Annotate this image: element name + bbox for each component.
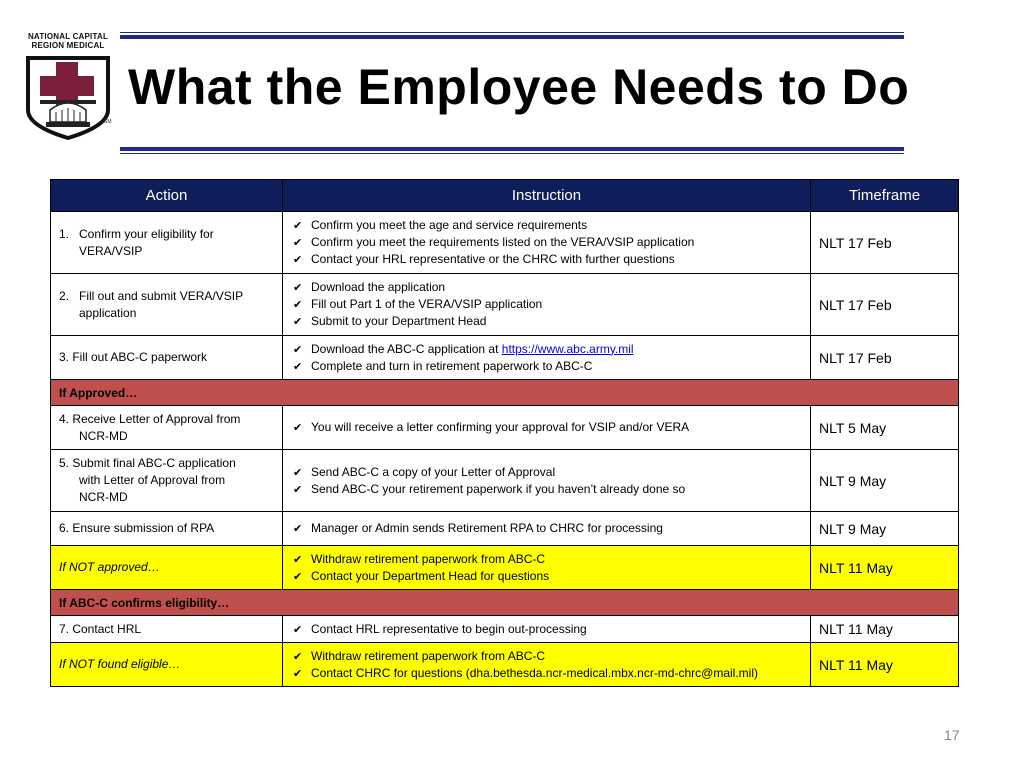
action-cell: 7. Contact HRL — [51, 616, 283, 643]
checklist-item: ✔ Confirm you meet the requirements listed on the VERA/VSIP application — [291, 234, 802, 251]
timeframe-cell: NLT 11 May — [811, 643, 959, 687]
header-instruction: Instruction — [283, 180, 811, 212]
action-text: 5. Submit final ABC-C application — [59, 456, 236, 470]
checklist-item: ✔ Contact your Department Head for questions — [291, 568, 802, 585]
title-rule-bottom — [120, 147, 904, 154]
action-cell — [51, 406, 283, 450]
checklist-item: ✔ Download the application — [291, 279, 802, 296]
checklist-item: ✔ Manager or Admin sends Retirement RPA to CHRC for processing — [291, 520, 802, 537]
checklist-item: ✔ Withdraw retirement paperwork from ABC-C — [291, 551, 802, 568]
timeframe-cell: NLT 17 Feb — [811, 274, 959, 336]
action-cell: If NOT found eligible… — [51, 643, 283, 687]
logo-service-mark: SM — [104, 119, 112, 125]
action-cell: If NOT approved… — [51, 546, 283, 590]
table-row — [51, 336, 959, 380]
instruction-cell — [283, 274, 811, 336]
header-timeframe: Timeframe — [811, 180, 959, 212]
timeframe-cell: NLT 17 Feb — [811, 212, 959, 274]
action-cell: 3. Fill out ABC-C paperwork — [51, 336, 283, 380]
section-label: If ABC-C confirms eligibility… — [51, 590, 959, 616]
instruction-cell — [283, 336, 811, 380]
table-row — [51, 643, 959, 687]
table-row — [51, 546, 959, 590]
timeframe-cell: NLT 9 May — [811, 512, 959, 546]
action-cell — [51, 450, 283, 512]
instruction-cell — [283, 450, 811, 512]
action-plan-table — [50, 179, 959, 687]
action-text: Fill out and submit VERA/VSIP — [79, 288, 244, 303]
instruction-cell — [283, 616, 811, 643]
checklist-item-text: Download the ABC-C application at — [311, 341, 502, 356]
action-cell — [51, 274, 283, 336]
action-text: VERA/VSIP — [79, 243, 143, 258]
checklist-item: ✔ Send ABC-C your retirement paperwork if you haven’t already done so — [291, 481, 802, 498]
action-cell — [51, 212, 283, 274]
action-text: NCR-MD — [79, 428, 128, 443]
table-row — [51, 450, 959, 512]
page-number: 17 — [944, 727, 960, 743]
table-row — [51, 616, 959, 643]
checklist-item: ✔ Fill out Part 1 of the VERA/VSIP application — [291, 296, 802, 313]
logo-line-1: NATIONAL CAPITAL — [27, 32, 109, 41]
step-number: 2. — [59, 288, 70, 303]
action-text: Confirm your eligibility for — [79, 226, 214, 241]
timeframe-cell: NLT 5 May — [811, 406, 959, 450]
instruction-cell — [283, 212, 811, 274]
instruction-cell — [283, 643, 811, 687]
checklist-item: ✔ Confirm you meet the age and service requirements — [291, 217, 802, 234]
instruction-cell — [283, 546, 811, 590]
instruction-cell — [283, 512, 811, 546]
instruction-cell — [283, 406, 811, 450]
ncr-medical-logo — [22, 32, 114, 138]
checklist-item: ✔ Contact your HRL representative or the CHRC with further questions — [291, 251, 802, 268]
timeframe-cell: NLT 11 May — [811, 546, 959, 590]
title-rule-top — [120, 32, 904, 39]
checklist-item: ✔ Send ABC-C a copy of your Letter of Approval — [291, 464, 802, 481]
action-text: application — [79, 305, 137, 320]
logo-line-2: REGION MEDICAL — [31, 41, 105, 50]
abc-army-link[interactable]: https://www.abc.army.mil — [501, 341, 634, 356]
header-action: Action — [51, 180, 283, 212]
checklist-item: ✔ Submit to your Department Head — [291, 313, 802, 330]
checklist-item: ✔ Complete and turn in retirement paperwork to ABC-C — [291, 358, 802, 375]
timeframe-cell: NLT 9 May — [811, 450, 959, 512]
checklist-item — [291, 341, 802, 358]
action-cell: 6. Ensure submission of RPA — [51, 512, 283, 546]
table-row — [51, 212, 959, 274]
timeframe-cell: NLT 17 Feb — [811, 336, 959, 380]
table-header-row — [51, 180, 959, 212]
action-text: NCR-MD — [79, 490, 128, 504]
timeframe-cell: NLT 11 May — [811, 616, 959, 643]
table-row — [51, 274, 959, 336]
section-row-eligibility — [51, 590, 959, 616]
checklist-item: ✔ Contact HRL representative to begin out-processing — [291, 621, 802, 638]
section-label: If Approved… — [51, 380, 959, 406]
page-title: What the Employee Needs to Do — [128, 59, 910, 115]
table-row — [51, 512, 959, 546]
action-text: with Letter of Approval from — [79, 473, 226, 487]
step-number: 1. — [59, 226, 70, 241]
checklist-item: ✔ Withdraw retirement paperwork from ABC-C — [291, 648, 802, 665]
table-row — [51, 406, 959, 450]
action-text: 4. Receive Letter of Approval from — [59, 411, 241, 426]
section-row-approved — [51, 380, 959, 406]
checklist-item: ✔ You will receive a letter confirming your approval for VSIP and/or VERA — [291, 419, 802, 436]
checklist-item: ✔ Contact CHRC for questions (dha.bethesda.ncr-medical.mbx.ncr-md-chrc@mail.mil) — [291, 665, 802, 682]
cross-shield-capitol-icon — [22, 52, 114, 140]
